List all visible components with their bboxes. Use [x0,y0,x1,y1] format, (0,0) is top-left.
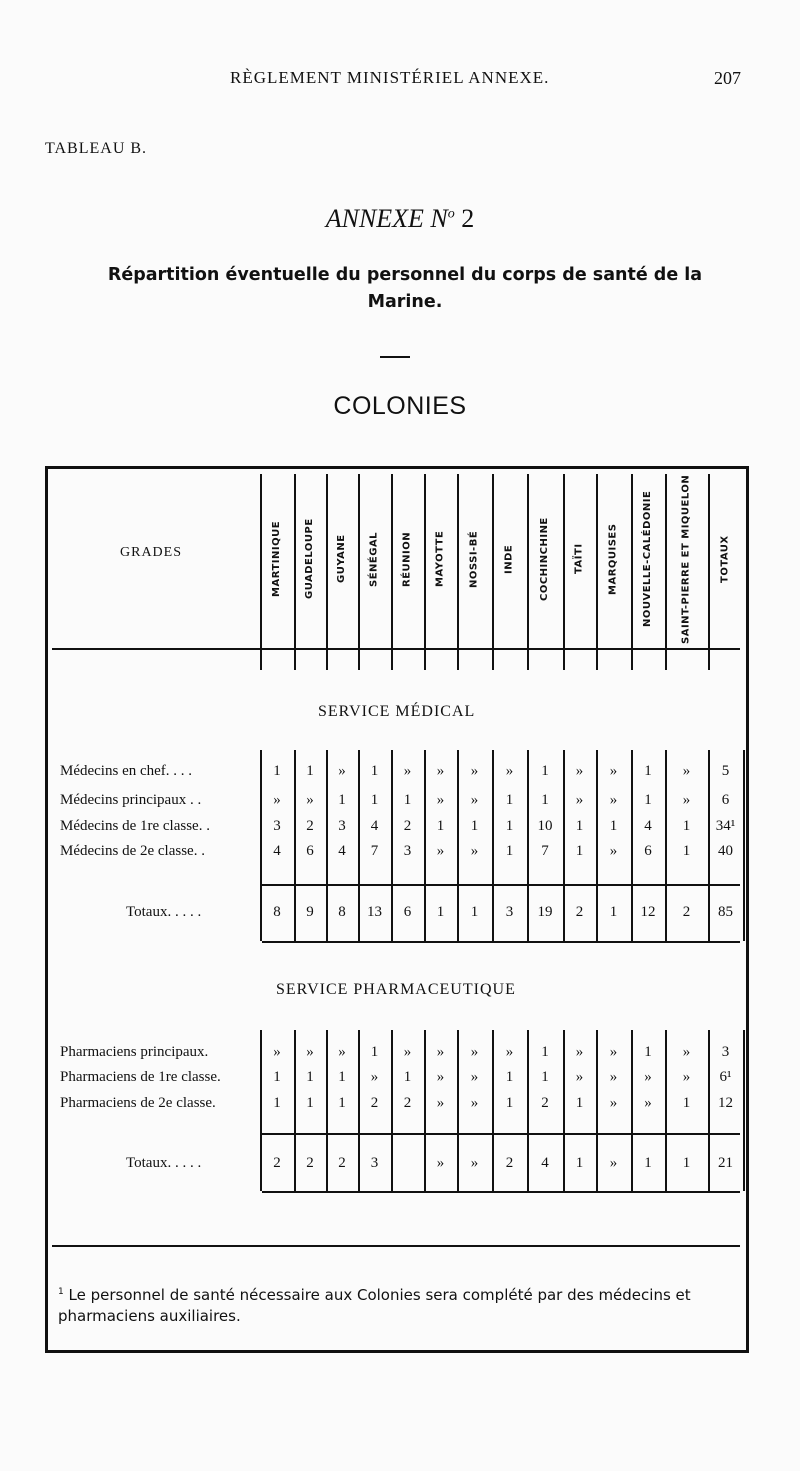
table-cell: 2 [403,1095,412,1111]
column-header-10: MARQUISES [607,523,619,595]
table-cell: 6 [644,843,652,859]
table-cell: 2 [403,818,412,834]
total-cell: 1 [436,904,445,920]
section-bottom-rule [262,941,740,943]
total-cell: 1 [682,1155,691,1171]
table-cell: 1 [609,818,618,834]
total-cell: 12 [640,904,656,920]
grades-header: GRADES [120,545,183,560]
total-cell: 19 [537,904,553,920]
footnote [58,1282,738,1327]
table-cell: » [273,792,281,808]
row-label: Pharmaciens de 2e classe. [60,1095,216,1111]
row-label: Médecins de 2e classe. . [60,843,205,859]
table-cell: » [306,1044,314,1060]
column-header-7: INDE [503,544,515,574]
table-cell: 4 [338,843,346,859]
table-cell: 1 [306,1069,314,1085]
col-divider [424,474,426,670]
table-cell: 1 [338,1095,346,1111]
table-cell: » [682,1069,691,1085]
totals-rule [262,884,740,886]
table-cell: 6¹ [719,1069,732,1085]
annexe-word: ANNEXE N [325,204,448,233]
table-cell: 1 [306,1095,314,1111]
total-cell: 8 [338,904,346,920]
table-cell: 4 [370,818,379,834]
total-cell: 1 [470,904,479,920]
table-cell: » [609,1044,618,1060]
total-cell: 2 [682,904,691,920]
table-cell: 1 [541,1069,549,1085]
page-number: 207 [714,68,741,88]
table-cell: 1 [505,818,514,834]
column-header-5: MAYOTTE [434,530,446,588]
table-cell: » [575,1044,584,1060]
section-heading: COLONIES [333,392,467,420]
table-cell: » [575,1069,584,1085]
footnote-text: Le personnel de santé nécessaire aux Colonies sera complété par des médecins et pharmaciens auxiliaires. [58,1286,691,1325]
total-cell: 85 [718,904,733,920]
table-cell: » [609,763,618,779]
col-divider [708,474,710,670]
table-cell: » [436,763,445,779]
total-cell: 2 [306,1155,314,1171]
table-cell: 1 [644,763,652,779]
table-cell: » [609,792,618,808]
table-cell: » [644,1095,652,1111]
annexe-sup: o [447,206,455,222]
table-cell: 4 [273,843,281,859]
section-title-medical: SERVICE MÉDICAL [318,703,476,720]
column-header-8: COCHINCHINE [539,517,550,601]
table-cell: 1 [370,763,379,779]
total-cell: 2 [273,1155,281,1171]
table-cell: 1 [575,818,584,834]
total-cell: 2 [575,904,584,920]
col-divider [391,474,393,670]
column-header-1: GUADELOUPE [304,518,315,600]
column-header-0: MARTINIQUE [271,520,282,598]
table-cell: 2 [306,818,314,834]
table-cell: 40 [718,843,733,859]
table-cell: 1 [436,818,445,834]
col-divider [631,474,633,670]
table-cell: » [644,1069,652,1085]
annexe-title [0,204,800,234]
col-divider [260,474,262,670]
table-cell: » [470,1069,479,1085]
table-cell: 5 [721,763,730,779]
col-divider [326,474,328,670]
total-cell: 9 [306,904,314,920]
table-cell: » [370,1069,379,1085]
column-header-6: NOSSI-BÉ [468,530,480,588]
section-bottom-rule [262,1191,740,1193]
total-cell: 6 [403,904,412,920]
table-cell: 7 [541,843,549,859]
total-cell: 1 [609,904,618,920]
table-cell: 1 [403,792,412,808]
table-cell: » [575,792,584,808]
total-cell: » [436,1155,445,1171]
row-label: Pharmaciens principaux. [60,1044,209,1060]
total-cell: 3 [505,904,514,920]
table-cell: » [338,763,346,779]
table-cell: 6 [306,843,314,859]
table-cell: 3 [273,818,281,834]
table-cell: » [436,1044,445,1060]
col-divider [596,474,598,670]
table-cell: 1 [505,1069,514,1085]
col-divider [665,474,667,670]
table-cell: » [609,1069,618,1085]
table-cell: » [338,1044,346,1060]
row-label: Médecins principaux . . [60,792,202,808]
header-rule [52,648,740,650]
table-cell: 2 [541,1095,549,1111]
table-cell: 1 [682,1095,691,1111]
table-cell: » [436,1069,445,1085]
table-cell: 1 [273,1095,281,1111]
totals-label: Totaux. . . . . [126,904,202,920]
table-cell: » [403,763,412,779]
table-cell: 1 [306,763,314,779]
table-cell: 1 [505,843,514,859]
total-cell: 2 [338,1155,346,1171]
total-cell: 13 [367,904,382,920]
table-cell: 3 [721,1044,730,1060]
table-cell: » [575,763,584,779]
table-cell: 1 [470,818,479,834]
table-cell: 1 [505,792,514,808]
col-divider [527,474,529,670]
col-divider [358,474,360,670]
column-header-12: SAINT-PIERRE ET MIQUELON [680,474,692,644]
table-cell: 1 [273,763,281,779]
row-label: Médecins de 1re classe. . [60,818,210,834]
row-label: Médecins en chef. . . . [60,763,193,779]
table-cell: » [436,1095,445,1111]
table-cell: 1 [338,792,346,808]
table-cell: 7 [370,843,379,859]
total-cell: 1 [644,1155,652,1171]
column-header-2: GUYANE [336,534,347,584]
total-cell: 3 [370,1155,379,1171]
column-header-4: RÉUNION [401,531,413,587]
table-cell: » [505,1044,514,1060]
table-cell: 1 [505,1095,514,1111]
table-cell: » [609,843,618,859]
table-cell: » [470,792,479,808]
col-divider [743,1030,745,1191]
table-label: TABLEAU B. [45,140,148,157]
table-cell: 1 [644,792,652,808]
total-cell: 1 [575,1155,584,1171]
table-cell: 1 [370,792,379,808]
annexe-number: 2 [461,204,475,233]
table-cell: » [470,843,479,859]
column-header-3: SÉNÉGAL [368,531,380,587]
table-cell: » [403,1044,412,1060]
footnote-rule [52,1245,740,1247]
table-cell: 3 [403,843,412,859]
total-cell: » [470,1155,479,1171]
table-cell: 1 [541,763,549,779]
col-divider [294,474,296,670]
table-cell: 12 [718,1095,733,1111]
column-header-13: TOTAUX [719,535,731,583]
col-divider [665,1030,667,1191]
total-cell: » [609,1155,618,1171]
table-cell: 1 [338,1069,346,1085]
total-cell: 8 [273,904,281,920]
table-cell: » [682,792,691,808]
table-cell: » [436,843,445,859]
table-cell: 1 [575,843,584,859]
table-cell: 1 [682,818,691,834]
col-divider [743,750,745,941]
table-cell: » [436,792,445,808]
section-title-pharma: SERVICE PHARMACEUTIQUE [276,981,516,998]
totals-rule [262,1133,740,1135]
table-cell: 4 [644,818,652,834]
table-cell: 1 [575,1095,584,1111]
table-cell: » [682,1044,691,1060]
table-cell: » [470,1044,479,1060]
column-header-9: TAÏTI [573,543,585,575]
table-cell: 2 [370,1095,379,1111]
table-cell: 1 [541,1044,549,1060]
col-divider [563,474,565,670]
table-cell: 1 [403,1069,412,1085]
col-divider [492,474,494,670]
total-cell: 21 [718,1155,733,1171]
table-cell: » [470,763,479,779]
table-cell: » [273,1044,281,1060]
table-cell: 1 [273,1069,281,1085]
table-cell: 34¹ [715,818,736,834]
table-cell: 3 [338,818,346,834]
table-cell: » [505,763,514,779]
column-header-11: NOUVELLE-CALÉDONIE [642,490,653,628]
table-cell: » [470,1095,479,1111]
table-cell: 1 [541,792,549,808]
table-cell: 10 [537,818,553,834]
table-cell: » [306,792,314,808]
table-cell: » [682,763,691,779]
table-cell: 1 [682,843,691,859]
col-divider [457,474,459,670]
running-header: RÈGLEMENT MINISTÉRIEL ANNEXE. [230,68,550,87]
totals-label: Totaux. . . . . [126,1155,202,1171]
table-cell: 6 [721,792,730,808]
document-subtitle: Répartition éventuelle du personnel du corps de santé de la Marine. [107,265,703,312]
table-cell: 1 [644,1044,652,1060]
total-cell: 4 [541,1155,549,1171]
table-cell: 1 [370,1044,379,1060]
divider-dash [380,356,410,358]
col-divider [665,750,667,941]
table-cell: » [609,1095,618,1111]
row-label: Pharmaciens de 1re classe. [60,1069,221,1085]
footnote-mark: 1 [58,1287,64,1297]
total-cell: 2 [505,1155,514,1171]
